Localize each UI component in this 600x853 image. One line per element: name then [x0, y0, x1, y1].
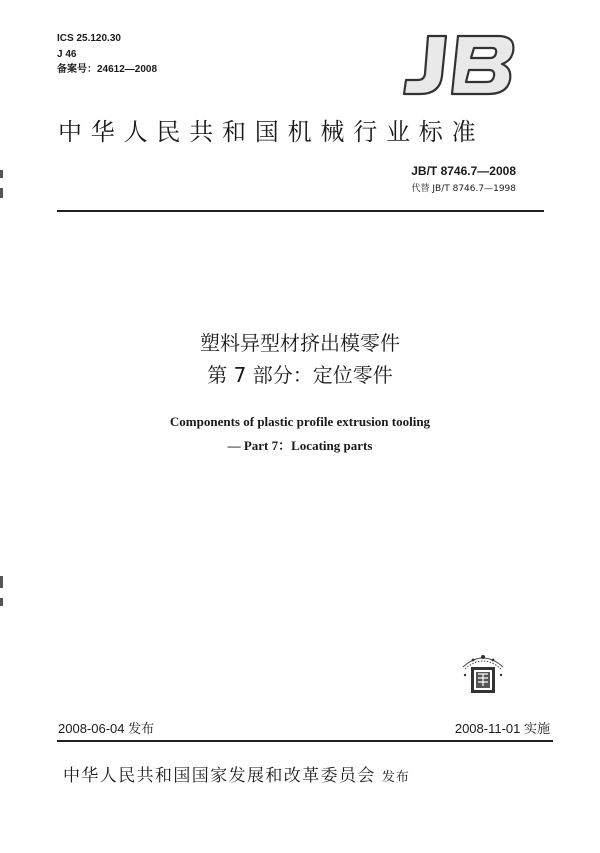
title-en-line2: — Part 7：Locating parts — [227, 438, 373, 453]
implement-date: 2008-11-01 实施 — [454, 721, 550, 736]
filing-number: 备案号：24612—2008 — [57, 64, 158, 75]
footer-divider — [57, 740, 553, 742]
publish-date: 2008-06-04 发布 — [58, 721, 155, 736]
standard-replaces: 代替 JB/T 8746.7—1998 — [411, 184, 516, 194]
scan-edge-mark — [0, 170, 3, 178]
title-cn-line2: 第 7 部分：定位零件 — [207, 363, 393, 387]
jb-logo — [398, 30, 520, 100]
publisher-seal-icon — [455, 645, 511, 701]
header-divider — [57, 210, 544, 212]
title-en-line1: Components of plastic profile extrusion tooling — [169, 414, 431, 429]
scan-edge-mark — [0, 576, 3, 588]
issuer-name: 中华人民共和国国家发展和改革委员会 — [63, 766, 376, 786]
ccs-code: J 46 — [57, 49, 77, 60]
standard-number: JB/T 8746.7—2008 — [411, 164, 516, 178]
issuing-authority — [63, 761, 410, 786]
issuer-suffix: 发布 — [381, 770, 410, 785]
scan-edge-mark — [0, 598, 3, 606]
scan-edge-mark — [0, 188, 3, 198]
title-cn-line1: 塑料异型材挤出模零件 — [200, 331, 400, 355]
industry-standard-title: 中华人民共和国机械行业标准 — [58, 118, 485, 146]
ics-code: ICS 25.120.30 — [57, 33, 121, 44]
